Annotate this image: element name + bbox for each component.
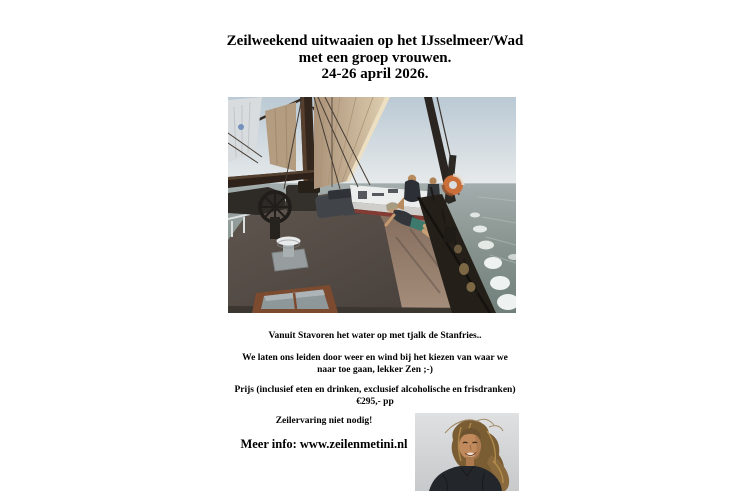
title-line-1: Zeilweekend uitwaaien op het IJsselmeer/Wad [226,33,524,49]
zen-line-2: naar toe gaan, lekker Zen ;-) [317,364,433,375]
zen-line-1: We laten ons leiden door weer en wind bij het kiezen van waar we [242,353,508,363]
experience-text: Zeilervaring niet nodig! [275,416,373,426]
price-text [0,385,750,408]
zen-text [0,353,750,376]
title-line-3: 24-26 april 2026. [321,66,429,82]
sailboat-photo-graphic [228,97,516,313]
sailboat-deck-photo [228,97,516,313]
flyer-title [0,33,750,83]
more-info-text: Meer info: www.zeilenmetini.nl [240,437,408,451]
portrait-photo-graphic [415,413,519,491]
price-line-2: €295,- pp [356,396,394,407]
price-line-1: Prijs (inclusief eten en drinken, exclusief alcoholische en frisdranken) [234,385,516,395]
title-line-2: met een groep vrouwen. [298,49,452,66]
portrait-photo [415,413,519,491]
intro-text: Vanuit Stavoren het water op met tjalk de Stanfries.. [268,331,482,341]
